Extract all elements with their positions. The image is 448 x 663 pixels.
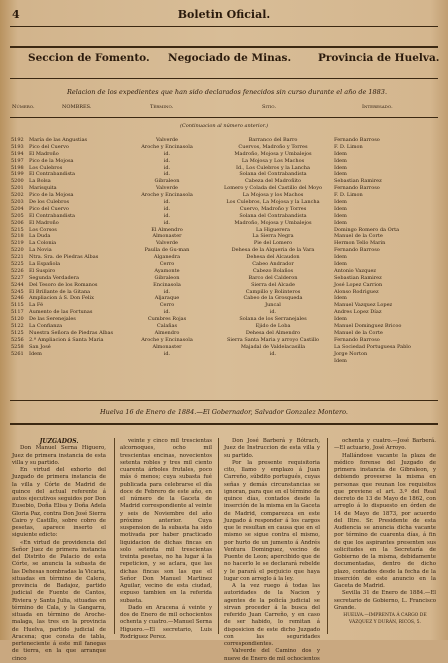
row-nombre: El Madroño	[29, 219, 59, 226]
row-interesado: Alonso Rodriguez	[334, 288, 379, 295]
table-row	[10, 206, 438, 213]
row-sitio: Dehesa del Almendro	[245, 329, 301, 336]
table-row	[10, 316, 438, 323]
table-row	[10, 192, 438, 199]
paragraph: Don Manuel Serna Higuero, Juez de primera instancia de esta villa y su partido.	[12, 445, 106, 466]
row-interesado: Andres Lopez Díaz	[334, 309, 382, 316]
juzgados-column-c	[224, 438, 320, 663]
row-nombre: San José	[29, 343, 51, 350]
row-termino: Almonaster	[152, 343, 182, 350]
row-nombre: De las Serenejales	[29, 316, 76, 323]
paragraph: A la vez ruego á todas las autoridades de la Nacion y agentes de la policía judicial se sirvan proceder á la busca del referido Juan Carreño, y en caso de ser habido, lo remitan á disposicion de este dicho Juzgado con las seguridades correspondientes.	[224, 583, 320, 647]
row-nombre: La Duda	[29, 233, 51, 240]
column-divider	[114, 438, 115, 634]
table-row	[10, 254, 438, 261]
row-numero: 5200	[11, 178, 24, 185]
row-sitio: Cuervos, Madroño y Torres	[238, 143, 308, 150]
row-sitio: Juncal	[265, 302, 281, 309]
row-numero: 5117	[11, 309, 24, 316]
page-header	[0, 6, 448, 24]
row-interesado: Fernando Barroso	[334, 185, 380, 192]
row-numero: 5201	[11, 185, 24, 192]
row-interesado: Idem	[334, 157, 347, 164]
row-termino: id.	[163, 171, 171, 178]
row-interesado: La Sociedad Portuguesa Pablo	[334, 343, 411, 350]
row-nombre: La Fé	[29, 302, 44, 309]
section-rule-bottom	[10, 78, 438, 79]
row-numero: 5246	[11, 295, 24, 302]
row-sitio: Los Culebros, La Mojosa y la Lancha	[226, 199, 320, 206]
table-row	[10, 165, 438, 172]
row-termino: Valverde	[155, 185, 179, 192]
table-row	[10, 151, 438, 158]
row-sitio: Dehesa del Alcaudon	[246, 254, 300, 261]
row-nombre: El Contrabandista	[29, 171, 76, 178]
row-interesado: Hermon Tello Marin	[334, 240, 386, 247]
table-row	[10, 199, 438, 206]
row-numero: 5203	[11, 199, 24, 206]
row-nombre: De los Culebros	[29, 199, 70, 206]
row-termino: Almonaster	[152, 233, 182, 240]
row-sitio: id.	[269, 350, 277, 357]
row-numero: 5115	[11, 302, 24, 309]
row-nombre: Pico del Cuervo	[29, 205, 69, 212]
row-sitio: Solana del Contrabandista	[239, 171, 307, 178]
row-numero: 5199	[11, 171, 24, 178]
row-numero: 5193	[11, 143, 24, 150]
row-numero: 5125	[11, 329, 24, 336]
row-interesado: F. D. Limon	[334, 192, 363, 199]
row-interesado: Fernando Barroso	[334, 336, 380, 343]
row-interesado: Fernando Barroso	[334, 247, 380, 254]
row-nombre: Marisquita	[29, 185, 57, 192]
paragraph: «En virtud de providencia del Señor Juez de primera instancia del Distrito de Palacio de esta Córte, se anuncia la subasta de las Dehesas nombradas la Vicaria, situadas en término de Calera, provincia de Badajoz, partido judicial de Fuente de Cantos, Riviera y Santa Julia, situadas en término de Cala, y la Gangarra, situada en término de Aroche-malaga, las tres en la provincia de Huelva, partido judicial de Aracena; que consta de tabla, perteneciente á este mil fanegas de tierra, en la que arranque cinco	[12, 539, 106, 662]
row-interesado: Idem	[334, 357, 347, 364]
row-numero: 5206	[11, 219, 24, 226]
table-row	[10, 247, 438, 254]
table-row	[10, 295, 438, 302]
row-interesado: Sebastian Ramirez	[334, 178, 382, 185]
table-column-headers	[10, 104, 438, 114]
row-nombre: 2.ª Ampliacion á Santa Maria	[29, 336, 104, 343]
section-right: Provincia de Huelva.	[318, 52, 440, 64]
row-sitio: La Sierra Negra	[252, 233, 294, 240]
row-termino: Ayamonte	[154, 267, 180, 274]
row-termino: id.	[163, 164, 171, 171]
row-interesado: Antonio Vazquez	[334, 267, 377, 274]
row-interesado: Idem	[334, 254, 347, 261]
row-interesado: Domingo Romero da Orta	[334, 226, 400, 233]
table-row	[10, 220, 438, 227]
row-termino: id.	[163, 150, 171, 157]
table-row	[10, 144, 438, 151]
column-header-termino: Término.	[150, 104, 174, 110]
paragraph: Don José Barberá y Bótrach, Juez de Instruccion de esta villa y su partido.	[224, 438, 320, 459]
row-termino: id.	[163, 157, 171, 164]
row-nombre: María de las Angustias	[29, 137, 88, 143]
table-header-rule	[10, 117, 438, 118]
row-termino: id.	[163, 219, 171, 226]
row-termino: Gibraleon	[154, 178, 180, 185]
row-nombre: Ampliacion á S. Don Felix	[29, 295, 94, 302]
row-termino: Aroche y Encinasola	[141, 336, 193, 343]
juzgados-column-a	[12, 438, 106, 663]
row-numero: 5220	[11, 247, 24, 254]
row-nombre: El Brillante de la Gitana	[29, 288, 91, 295]
row-termino: id.	[163, 212, 171, 219]
row-sitio: Cuervo, Madroño y Torres	[239, 205, 307, 212]
row-nombre: Pico de la Mojosa	[29, 157, 74, 164]
row-numero: 5225	[11, 261, 24, 268]
column-header-sitio: Sitio.	[262, 104, 277, 110]
row-nombre: Ntra. Sra. de Piedras Albas	[29, 254, 99, 261]
table-row	[10, 323, 438, 330]
section-headings	[10, 52, 438, 70]
paragraph: ochenta y cuatro.—José Barberá.—El actuario, José Arroyo.	[334, 438, 436, 452]
row-termino: Valverde	[155, 240, 179, 247]
row-nombre: La Novia	[29, 247, 52, 254]
row-interesado: Fernando Barroso	[334, 137, 380, 143]
row-termino: id.	[163, 288, 171, 295]
page-title: Boletin Oficial.	[177, 8, 271, 21]
section-left: Seccion de Fomento.	[28, 52, 150, 64]
row-termino: Cumbres Rojas	[147, 316, 187, 323]
row-interesado: Idem	[334, 199, 347, 206]
row-nombre: Nuestra Señora de Piedras Albas	[29, 329, 114, 336]
table-row	[10, 137, 438, 144]
table-row	[10, 337, 438, 344]
row-interesado: Idem	[334, 219, 347, 226]
table-row	[10, 227, 438, 234]
row-numero: 5122	[11, 323, 24, 330]
row-interesado: Idem	[334, 171, 347, 178]
row-termino: id.	[163, 309, 171, 316]
row-interesado: Idem	[334, 316, 347, 323]
relation-title: Relacion de los expedientes que han sido declarados fenecidos sin curso durante el año de 1883.	[66, 88, 388, 96]
row-sitio: Madroño, Mojosa y Umbalejos	[234, 219, 312, 226]
row-nombre: Del Tesoro de los Romanos	[29, 281, 98, 288]
row-numero: 5198	[11, 164, 24, 171]
paragraph: Hallándose vacante la plaza de médico forense del Juzgado de primera instancia de Gibraleon, y debiendo proveerse la misma en personas que reunan los requisitos que previene el art. 3.º del Real decreto de 13 de Mayo de 1862, con arreglo á lo dispuesto en órden de 14 de Mayo de 1873, por acuerdo del Iltre. Sr. Presidente de esta Audiencia se anuncia dicha vacante por término de cuarenta días, á fin de que los aspirantes presenten sus solicitudes en la Secretaría de Gobierno de la misma, debidamente documentadas, dentro de dicho plazo, contados desde la fecha de la inserción de este anuncio en la Gaceta de Madrid.	[334, 452, 436, 589]
row-nombre: La Colonia	[29, 240, 57, 247]
column-divider	[327, 438, 328, 634]
row-termino: Aroche y Encinasola	[141, 143, 193, 150]
table-row	[10, 351, 438, 358]
row-sitio: Majadal de Valdelacasilla	[240, 343, 306, 350]
row-termino: Calañas	[156, 323, 178, 330]
table-row	[10, 213, 438, 220]
row-nombre: Aumento de las Fortunas	[29, 309, 93, 316]
row-termino: id.	[163, 205, 171, 212]
continuation-note: (Continuacion al número anterior.)	[179, 123, 269, 129]
row-sitio: Madroño, Mojosa y Umbalejos	[234, 150, 312, 157]
row-numero: 5219	[11, 240, 24, 247]
row-sitio: Cabeza del Madroñito	[244, 178, 302, 185]
table-row	[10, 309, 438, 316]
row-sitio: Barco del Calderon	[248, 274, 298, 281]
row-sitio: Cabezo Bolaños	[252, 267, 294, 274]
row-numero: 5258	[11, 343, 24, 350]
row-interesado: José Lopez Carrion	[334, 281, 383, 288]
row-nombre: La Española	[29, 261, 61, 268]
table-row	[10, 158, 438, 165]
table-row	[10, 275, 438, 282]
row-sitio: Campillo y Bolinteros	[245, 288, 301, 295]
row-termino: Encinasola	[153, 281, 181, 288]
juzgados-column-d	[334, 438, 436, 627]
table-bottom-rule	[10, 400, 438, 401]
row-nombre: Segunda Verdadera	[29, 274, 80, 281]
row-termino: Paulla de Gu-man	[144, 247, 190, 254]
row-numero: 5218	[11, 233, 24, 240]
paragraph: En virtud del exhorto del Juzgado de primera instancia de la villa y Córte de Madrid de quince del actual referente á autos ejecutivos seguidos por Don Eusebio, Doña Elisa y Doña Adela Gloria Paz, contra Don José Sierra Cairo y Castillo, sobre cobro de pesetas, aparece inserto el siguiente edicto:	[12, 467, 106, 539]
row-termino: Aljaraque	[154, 295, 180, 302]
row-nombre: Pico del Cuervo	[29, 143, 69, 150]
header-rule	[10, 26, 438, 27]
row-numero: 5226	[11, 267, 24, 274]
table-row	[10, 185, 438, 192]
table-row	[10, 282, 438, 289]
row-numero: 5202	[11, 192, 24, 199]
row-interesado: Manuel de la Corte	[334, 329, 383, 336]
row-numero: 5205	[11, 212, 24, 219]
row-numero: 5120	[11, 316, 24, 323]
row-termino: id.	[163, 199, 171, 206]
row-sitio: Lomero y Colada del Castillo del Moyo	[223, 185, 323, 192]
row-numero: 5215	[11, 226, 24, 233]
row-interesado: Idem	[334, 150, 347, 157]
row-termino: Aroche y Encinasola	[141, 192, 193, 199]
table-row	[10, 330, 438, 337]
row-sitio: Sierra del Alcade	[251, 281, 295, 288]
row-interesado: Idem	[334, 261, 347, 268]
row-numero: 5192	[11, 137, 24, 143]
row-termino: Valverde	[155, 137, 179, 143]
row-numero: 5227	[11, 274, 24, 281]
table-row	[10, 240, 438, 247]
column-header-numero: Número.	[12, 104, 35, 110]
table-row	[10, 233, 438, 240]
row-interesado: Idem	[334, 205, 347, 212]
row-sitio: Ejido de Loba	[255, 323, 291, 330]
row-sitio: Pie del Lomero	[253, 240, 293, 247]
row-interesado: F. D. Limon	[334, 143, 363, 150]
juzgados-column-b	[120, 438, 212, 641]
table-row	[10, 261, 438, 268]
row-numero: 5204	[11, 205, 24, 212]
row-termino: El Almendro	[151, 226, 183, 233]
row-nombre: El Madroño	[29, 150, 59, 157]
paragraph: Por la presente requisitoria cito, llamo y emplazo á Juan Carreño, súbdito portugués, cuyas señas y demás circunstancias se ignoran, para que en el término de quince días, contados desde la inserción de la misma en la Gaceta de Madrid, comparezca en este Juzgado á responder á los cargos que le resultan en causa que en el mismo se sigue contra el mismo, por hurto de un jumento á Andrés Ventura Dominguez, vecino de Puente de Leon; apercibido que de no hacerlo le se declarará rebelde y le parará el perjuicio que haya lugar con arreglo á la ley.	[224, 459, 320, 582]
table-row	[10, 358, 438, 365]
row-numero: 5194	[11, 150, 24, 157]
row-interesado: Idem	[334, 212, 347, 219]
row-sitio: Id., Los Culebros y la Lancha	[236, 164, 310, 171]
row-termino: id.	[163, 350, 171, 357]
row-sitio: Sierra Santa Maria y arroyo Castillo	[227, 336, 319, 343]
row-numero: 5244	[11, 281, 24, 288]
table-row	[10, 171, 438, 178]
table-row	[10, 268, 438, 275]
printer-footer: HUELVA.—IMPRENTA Á CARGO DE VÁZQUEZ Y DURÁN, RICOS, 5.	[343, 613, 427, 626]
column-header-nombres: NOMBRES.	[62, 104, 92, 110]
column-header-interesado: Interesado.	[362, 104, 393, 110]
juzgados-rule	[10, 423, 438, 425]
row-interesado: Idem	[334, 164, 347, 171]
row-interesado: Sebastian Ramirez	[334, 274, 382, 281]
column-divider	[218, 438, 219, 634]
row-sitio: Solana de los Serranejales	[239, 316, 307, 323]
row-sitio: Cabeo Andrador	[252, 261, 294, 268]
row-nombre: Idem	[29, 350, 42, 357]
paragraph: Sevilla 31 de Enero de 1884.—El secretario de Gobierno, L. Francisco Grande.	[334, 590, 436, 611]
juzgados-heading: JUZGADOS.	[39, 438, 79, 445]
row-numero: 5221	[11, 254, 24, 261]
row-interesado: Idem	[334, 295, 347, 302]
row-sitio: La Mojosa y Los Machos	[241, 157, 305, 164]
row-numero: 5245	[11, 288, 24, 295]
row-sitio: Dehesa de la Alqueria de la Vara	[231, 247, 315, 254]
row-nombre: Los Culebros	[29, 164, 63, 171]
page-number: 4	[12, 8, 20, 21]
row-sitio: Solana del Contrabandista	[239, 212, 307, 219]
row-termino: Almendro	[154, 329, 180, 336]
row-numero: 5197	[11, 157, 24, 164]
row-numero: 5256	[11, 336, 24, 343]
row-termino: Cerro	[159, 261, 175, 268]
row-sitio: Cabeo de la Grosqueda	[243, 295, 303, 302]
paragraph: Dado en Aracena á veinte y dos de Enero de mil ochocientos ochenta y cuatro.—Manuel Serna Higuero.—El secretario, Luis Rodriguez Perez.	[120, 604, 212, 640]
row-interesado: Jorge Norton	[334, 350, 368, 357]
row-nombre: La Bolsa	[29, 178, 51, 185]
row-nombre: El Suspiro	[29, 267, 56, 274]
section-rule-top	[10, 46, 438, 48]
row-sitio: La Higuerera	[256, 226, 290, 233]
paragraph: veinte y cinco mil trescientas alcornoques, ocho mil trescientas encinas, novecientos setenta robles y tres mil ciento cuarenta árboles frutales, poco más ó menos; cuya subasta fué publicada para celebrarse el día doce de Febrero de este año, en el número de la Gaceta de Madrid correspondiente al veinte y seis de Noviembre del año próximo anterior. Cuya suspension de la subasta ha sido motivada por haber practicado liquidacion de dichas fincas en solo setenta mil trescientas treinta pesetas, no ha lugar á la repeticion, y se aclara, que las dichas fincas son las que el Señor Don Manuel Martinez Aguilar, vecino de esta ciudad, expuso tambien en la referida subasta.	[120, 438, 212, 604]
row-sitio: Barranco del Barro	[248, 137, 298, 143]
table-row	[10, 178, 438, 185]
row-termino: Gibraleon	[154, 274, 180, 281]
paragraph: Valverde del Camino dos y nueve de Enero de mil ochocientos	[224, 648, 320, 662]
section-center: Negociado de Minas.	[168, 52, 292, 64]
row-nombre: Pico de la Mojosa	[29, 192, 74, 199]
row-sitio: La Mojosa y los Machos	[242, 192, 304, 199]
row-interesado: Manuel de la Corte	[334, 233, 383, 240]
row-nombre: Los Corsos	[29, 226, 57, 233]
signature-line: Huelva 16 de Enero de 1884.—El Gobernador, Salvador Gonzalez Montero.	[99, 408, 349, 416]
row-interesado: Manuel Vazquez Lopez	[334, 302, 393, 309]
row-termino: Alganedra	[153, 254, 181, 261]
row-nombre: El Contrabandista	[29, 212, 76, 219]
table-row	[10, 344, 438, 351]
row-nombre: La Confianza	[29, 323, 63, 330]
row-termino: Cerro	[159, 302, 175, 309]
expedientes-table	[10, 137, 438, 364]
row-sitio: id.	[269, 309, 277, 316]
row-numero: 5261	[11, 350, 24, 357]
row-interesado: Manuel Dominguez Bricoo	[334, 323, 402, 330]
